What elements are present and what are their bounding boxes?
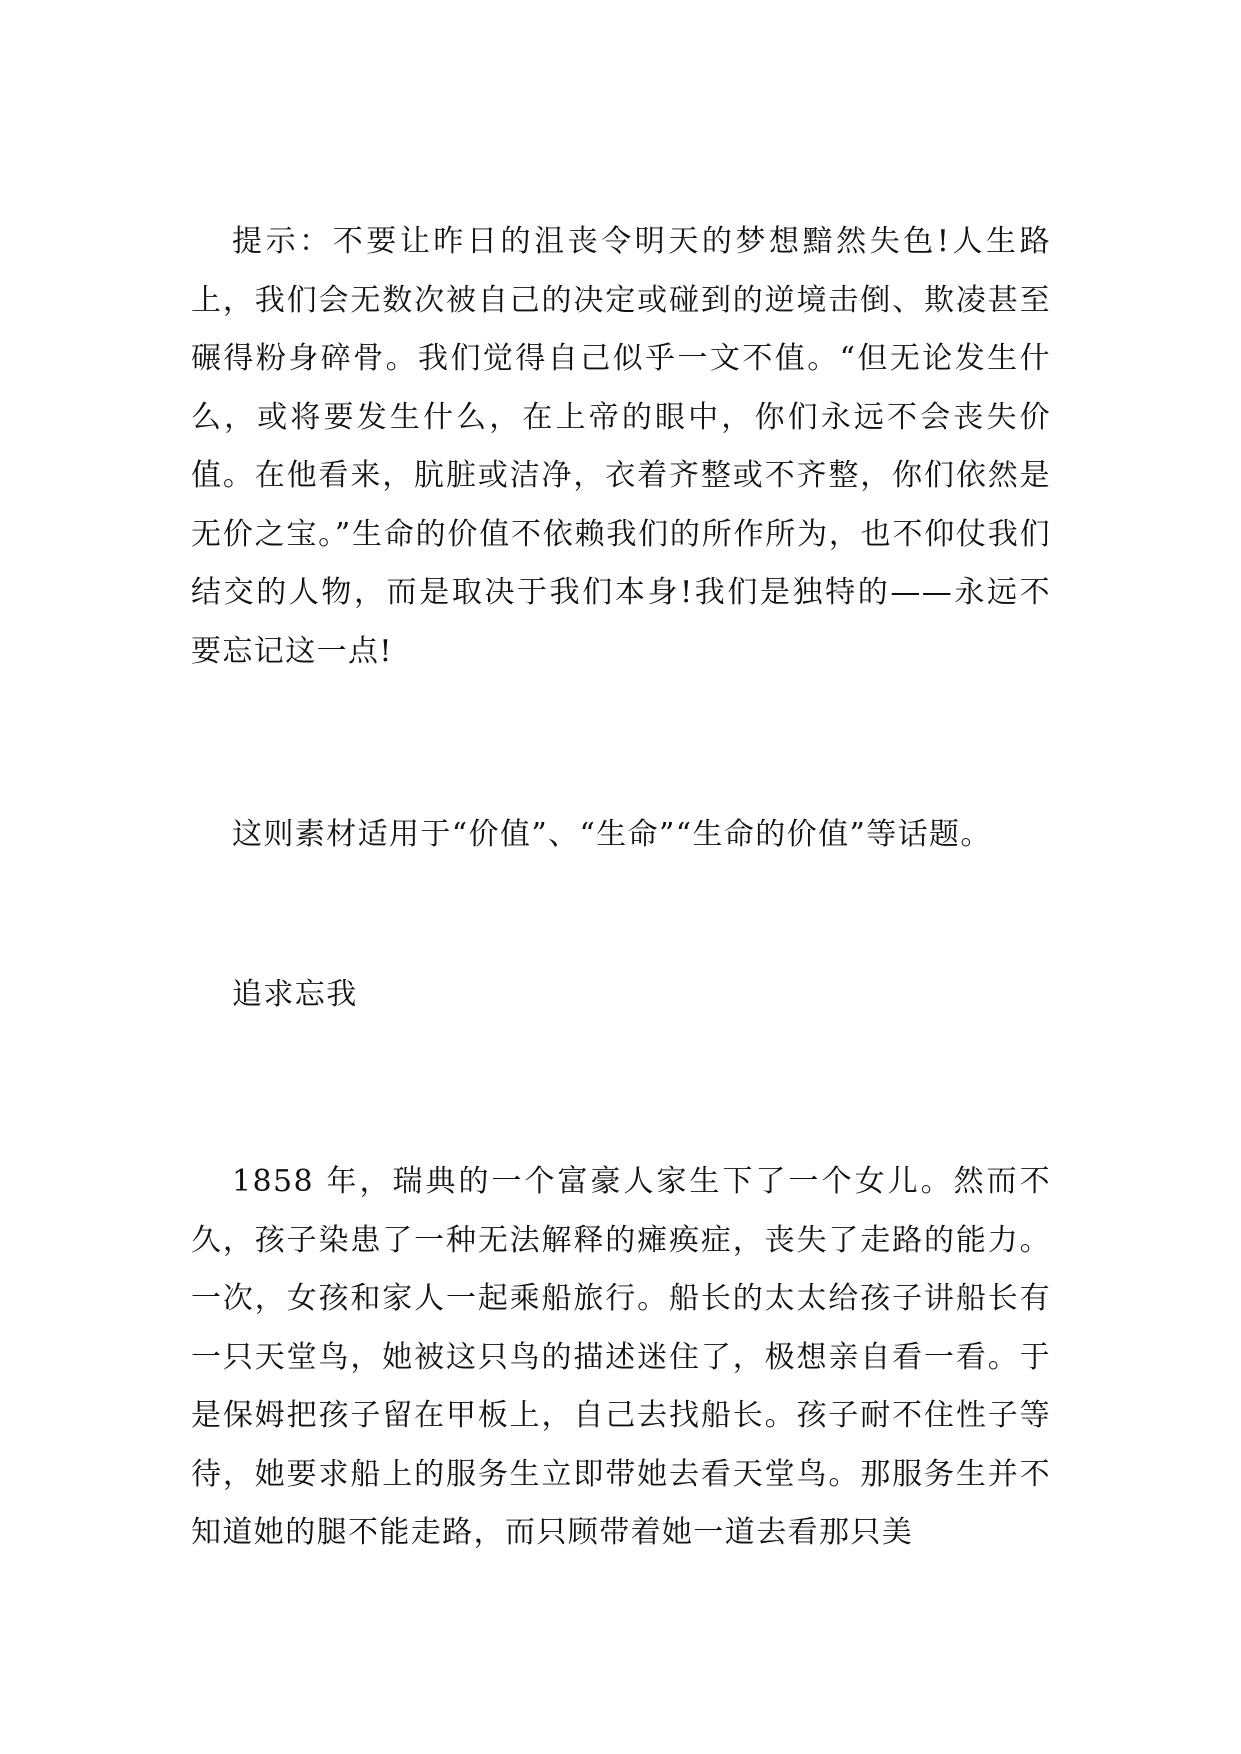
section-heading: 追求忘我 (232, 977, 358, 1012)
usage-note-paragraph: 这则素材适用于“价值”、“生命”“生命的价值”等话题。 (232, 817, 992, 852)
story-paragraph: 1858 年，瑞典的一个富豪人家生下了一个女儿。然而不久，孩子染患了一种无法解释的瘫痪症，丧失了走路的能力。一次，女孩和家人一起乘船旅行。船长的太太给孩子讲船长有一只天堂鸟，她被这只鸟的描述迷住了，极想亲自看一看。于是保姆把孩子留在甲板上，自己去找船长。孩子耐不住性子等待，她要求船上的服务生立即带她去看天堂鸟。那服务生并不知道她的腿不能走路，而只顾带着她一道去看那只美 (191, 1164, 1051, 1550)
tip-paragraph: 提示：不要让昨日的沮丧令明天的梦想黯然失色!人生路上，我们会无数次被自己的决定或碰到的逆境击倒、欺凌甚至碾得粉身碎骨。我们觉得自己似乎一文不值。“但无论发生什么，或将要发生什么，在上帝的眼中，你们永远不会丧失价值。在他看来，肮脏或洁净，衣着齐整或不齐整，你们依然是无价之宝。”生命的价值不依赖我们的所作所为，也不仰仗我们结交的人物，而是取决于我们本身!我们是独特的——永远不要忘记这一点! (191, 224, 1051, 669)
